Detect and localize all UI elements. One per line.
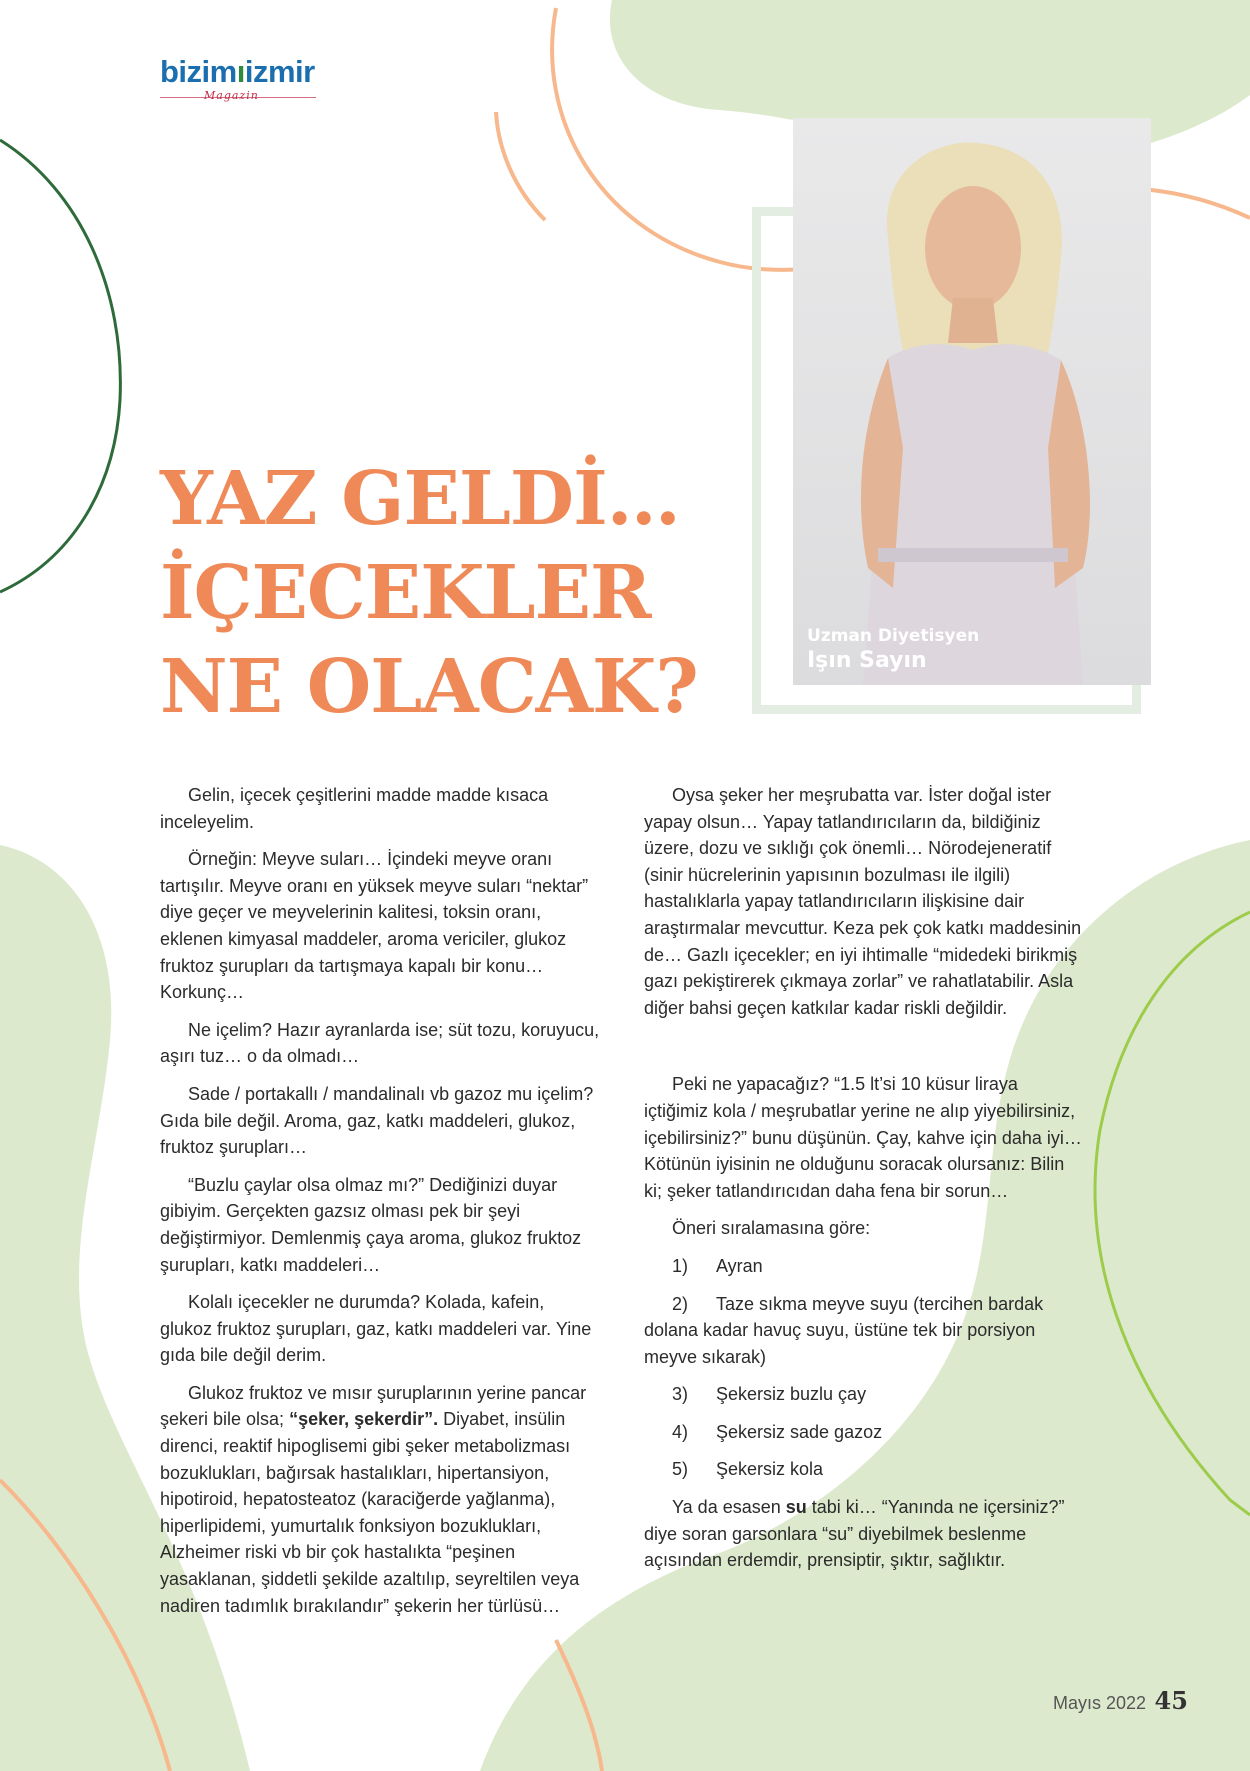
sugar-paragraph bbox=[160, 1380, 600, 1619]
photo-caption-title: Uzman Diyetisyen bbox=[807, 626, 980, 646]
list-text: Şekersiz sade gazoz bbox=[716, 1421, 883, 1442]
photo-caption-name: Işın Sayın bbox=[807, 648, 927, 673]
sugar-text-after: Diyabet, insülin direnci, reaktif hipoglisemi gibi şeker metabolizması bozuklukları, bağırsak hastalıkları, hipertansiyon, hipotiroid, hepatosteatoz (karaciğerde yağlanma), hiperlipidemi, yumurtalık fonksiyon bozuklukları, Alzheimer riski vb bir çok hastalıkta “peşinen yasaklanan, şiddetli şekilde azaltılıp, seyreltilen veya nadiren tadımlık bırakılandır” şekerin her türlüsü… bbox=[160, 1409, 580, 1616]
sugar-text-before: Glukoz fruktoz ve mısır şuruplarının yerine pancar şekeri bile olsa; bbox=[160, 1382, 587, 1430]
page-footer bbox=[1053, 1686, 1188, 1715]
face-shape bbox=[925, 186, 1021, 310]
paragraph: Peki ne yapacağız? “1.5 lt’si 10 küsur liraya içtiğimiz kola / meşrubatlar yerine ne alıp yiyebilirsiniz, içebilirsiniz?” bunu düşünün. Çay, kahve için daha iyi… Kötünün iyisinin ne olduğunu soracak olursanız: Bilin ki; şeker tatlandırıcıdan daha fena bir sorun… bbox=[644, 1074, 1082, 1201]
paragraph: Sade / portakallı / mandalinalı vb gazoz mu içelim? Gıda bile değil. Aroma, gaz, katkı maddeleri, glukoz, fruktoz şurupları… bbox=[160, 1083, 594, 1158]
list-item bbox=[644, 1381, 1084, 1408]
list-item bbox=[644, 1456, 1084, 1483]
list-text: Ayran bbox=[716, 1255, 763, 1276]
logo-brand-b: izmir bbox=[244, 54, 315, 89]
paragraph: Oysa şeker her meşrubatta var. İster doğal ister yapay olsun… Yapay tatlandırıcıların da, bildiğiniz üzere, dozu ve sıklığı çok önemli… Nörodejeneratif (sinir hücrelerinin yapısının bozulması ile ilgili) hastalıklarla yapay tatlandırıcıların ilişkisine dair araştırmalar mevcuttur. Keza pek çok katkı maddesinin de… Gazlı içecekler; en iyi ihtimalle “midedeki birikmiş gazı pekiştirerek çıkmaya zorlar” ve rahatlatabilir. Asla diğer bahsi geçen katkılar kadar riskli değildir. bbox=[644, 785, 1082, 1018]
dark-green-arc-left bbox=[0, 140, 120, 592]
author-photo bbox=[793, 118, 1151, 685]
article-headline bbox=[160, 452, 720, 734]
issue-month: Mayıs 2022 bbox=[1053, 1693, 1147, 1713]
neck-shape bbox=[948, 298, 998, 343]
headline-line-1: YAZ GELDİ… bbox=[160, 456, 680, 542]
list-item bbox=[644, 1253, 1084, 1280]
paragraph: Kolalı içecekler ne durumda? Kolada, kafein, glukoz fruktoz şurupları, gaz, katkı maddeleri var. Yine gıda bile değil derim. bbox=[160, 1292, 592, 1366]
magazine-logo bbox=[160, 56, 320, 112]
paragraph: Ne içelim? Hazır ayranlarda ise; süt tozu, koruyucu, aşırı tuz… o da olmadı… bbox=[160, 1019, 600, 1067]
orange-arc-small bbox=[496, 112, 545, 220]
page-number: 45 bbox=[1154, 1686, 1188, 1715]
list-text: Şekersiz kola bbox=[716, 1459, 824, 1480]
logo-subtitle: Magazin bbox=[204, 89, 259, 102]
list-number: 5) bbox=[672, 1459, 689, 1480]
portrait-illustration bbox=[793, 118, 1151, 685]
paragraph: Gelin, içecek çeşitlerini madde madde kısaca inceleyelim. bbox=[160, 785, 549, 832]
list-number: 4) bbox=[672, 1421, 689, 1442]
article-column-right bbox=[644, 782, 1084, 1585]
closing-text-after: tabi ki… “Yanında ne içersiniz?” diye soran garsonlara “su” diyebilmek beslenme açısından erdemdir, prensiptir, şıktır, sağlıktır. bbox=[644, 1497, 1065, 1571]
belt-shape bbox=[878, 548, 1068, 562]
list-item bbox=[644, 1291, 1084, 1371]
logo-brand-a: bizim bbox=[160, 54, 237, 89]
palm-tree-icon: ı bbox=[236, 54, 245, 89]
list-text: Taze sıkma meyve suyu (tercihen bardak dolana kadar havuç suyu, üstüne tek bir porsiyon meyve sıkarak) bbox=[644, 1293, 1044, 1367]
list-number: 1) bbox=[672, 1255, 689, 1276]
list-intro: Öneri sıralamasına göre: bbox=[672, 1218, 871, 1239]
list-text: Şekersiz buzlu çay bbox=[716, 1384, 867, 1405]
headline-line-3: NE OLACAK? bbox=[160, 644, 698, 730]
article-column-left bbox=[160, 782, 600, 1630]
list-number: 3) bbox=[672, 1384, 689, 1405]
paragraph: Örneğin: Meyve suları… İçindeki meyve oranı tartışılır. Meyve oranı en yüksek meyve suları “nektar” diye geçer ve meyvelerinin kalitesi, toksin oranı, eklenen kimyasal maddeler, aroma vericiler, glukoz fruktoz şurupları da tartışmaya kapalı bir konu… Korkunç… bbox=[160, 849, 589, 1003]
headline-line-2: İÇECEKLER bbox=[160, 550, 651, 636]
paragraph: “Buzlu çaylar olsa olmaz mı?” Dediğinizi duyar gibiyim. Gerçekten gazsız olması pek bir şeyi değiştirmiyor. Demlenmiş çaya aroma, glukoz fruktoz şurupları, katkı maddeleri… bbox=[160, 1174, 582, 1275]
list-number: 2) bbox=[672, 1293, 689, 1314]
list-item bbox=[644, 1419, 1084, 1446]
closing-text-before: Ya da esasen bbox=[672, 1497, 786, 1518]
closing-paragraph bbox=[644, 1494, 1084, 1574]
closing-text-bold: su bbox=[785, 1497, 807, 1518]
sugar-text-bold: “şeker, şekerdir”. bbox=[289, 1409, 439, 1430]
